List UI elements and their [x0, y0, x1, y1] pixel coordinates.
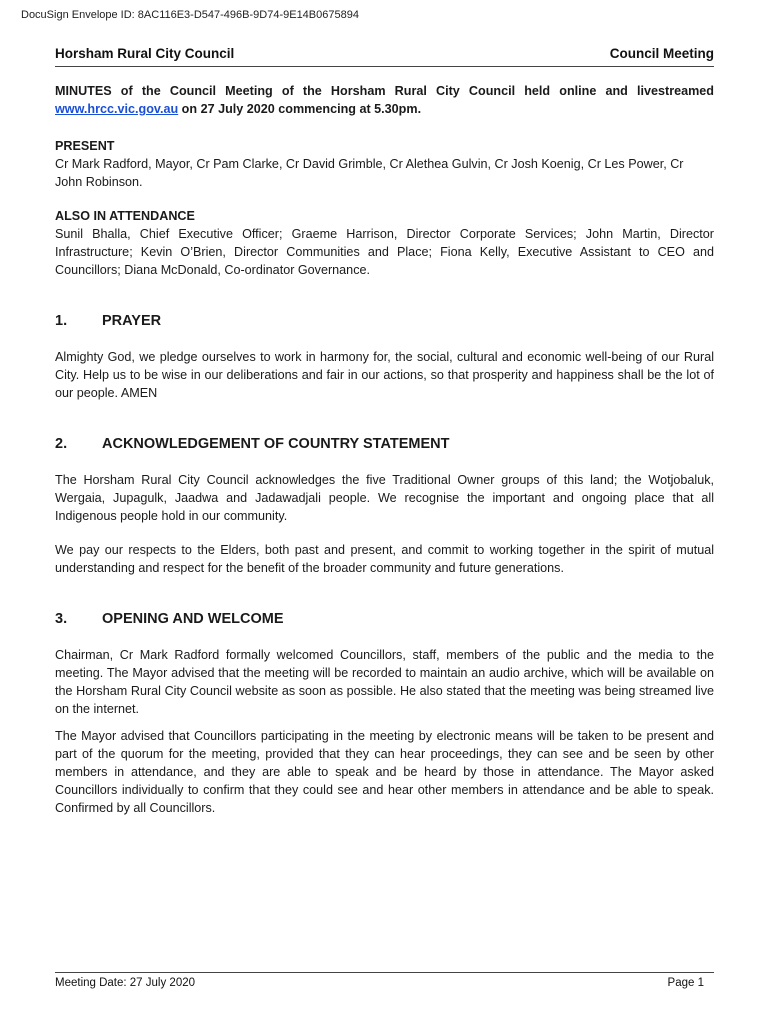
header-meeting-type: Council Meeting — [609, 46, 714, 61]
quorum-paragraph: The Mayor advised that Councillors participating in the meeting by electronic means will be taken to be present and part of the quorum for the meeting, provided that they can hear proceedings, they can see and be seen by other members in attendance, and they are able to speak and be heard by those in attendance. The Mayor asked Councillors individually to confirm that they could see and hear other members in attendance and be able to speak. Confirmed by all Councillors. — [55, 729, 714, 815]
document-body — [55, 82, 714, 833]
intro-text-before: MINUTES of the Council Meeting of the Horsham Rural City Council held online and livestreamed — [55, 84, 714, 98]
present-block — [55, 137, 714, 191]
page-header — [55, 46, 714, 61]
attendance-label: ALSO IN ATTENDANCE — [55, 209, 195, 223]
section-title: OPENING AND WELCOME — [102, 611, 284, 627]
section-title: ACKNOWLEDGEMENT OF COUNTRY STATEMENT — [102, 436, 450, 452]
section-heading-opening — [55, 610, 714, 628]
section-heading-acknowledgement — [55, 435, 714, 453]
section-number: 1. — [55, 313, 68, 329]
page-footer — [55, 977, 704, 989]
footer-divider — [55, 972, 714, 973]
footer-page-number: Page 1 — [667, 977, 704, 989]
footer-meeting-date: Meeting Date: 27 July 2020 — [55, 977, 196, 989]
acknowledgement-paragraph: The Horsham Rural City Council acknowledges the five Traditional Owner groups of this land; the Wotjobaluk, Wergaia, Jupagulk, Jaadwa and Jadawadjali people. We recognise the important and ongoing place that all Indigenous people hold in our community. — [55, 473, 714, 523]
attendance-block — [55, 207, 714, 279]
header-divider — [55, 66, 714, 67]
section-heading-prayer — [55, 312, 714, 330]
prayer-paragraph: Almighty God, we pledge ourselves to work in harmony for, the social, cultural and economic well-being of our Rural City. Help us to be wise in our deliberations and fair in our actions, so that prosperity and happiness shall be the lot of our people. AMEN — [55, 350, 714, 400]
docusign-envelope-id: DocuSign Envelope ID: 8AC116E3-D547-496B-9D74-9E14B0675894 — [21, 9, 359, 21]
council-website-link[interactable]: www.hrcc.vic.gov.au — [55, 102, 179, 116]
opening-paragraph: Chairman, Cr Mark Radford formally welcomed Councillors, staff, members of the public and the media to the meeting. The Mayor advised that the meeting will be recorded to maintain an audio archive, which will be available on the Horsham Rural City Council website as soon as possible. He also stated that the meeting was being streamed live on the internet. — [55, 648, 714, 716]
intro-text-after: on 27 July 2020 commencing at 5.30pm. — [178, 102, 422, 116]
attendance-list: Sunil Bhalla, Chief Executive Officer; Graeme Harrison, Director Corporate Services; John Martin, Director Infrastructure; Kevin O’Brien, Director Communities and Place; Fiona Kelly, Executive Assistant to CEO and Councillors; Diana McDonald, Co-ordinator Governance. — [55, 227, 714, 277]
section-title: PRAYER — [102, 313, 162, 329]
header-council-name: Horsham Rural City Council — [55, 46, 235, 61]
present-label: PRESENT — [55, 139, 115, 153]
present-list: Cr Mark Radford, Mayor, Cr Pam Clarke, Cr David Grimble, Cr Alethea Gulvin, Cr Josh Koenig, Cr Les Power, Cr John Robinson. — [55, 157, 684, 189]
respects-paragraph: We pay our respects to the Elders, both past and present, and commit to working together in the spirit of mutual understanding and respect for the benefit of the broader community and future generations. — [55, 543, 714, 575]
section-number: 3. — [55, 611, 68, 627]
section-number: 2. — [55, 436, 68, 452]
minutes-intro — [55, 82, 714, 118]
